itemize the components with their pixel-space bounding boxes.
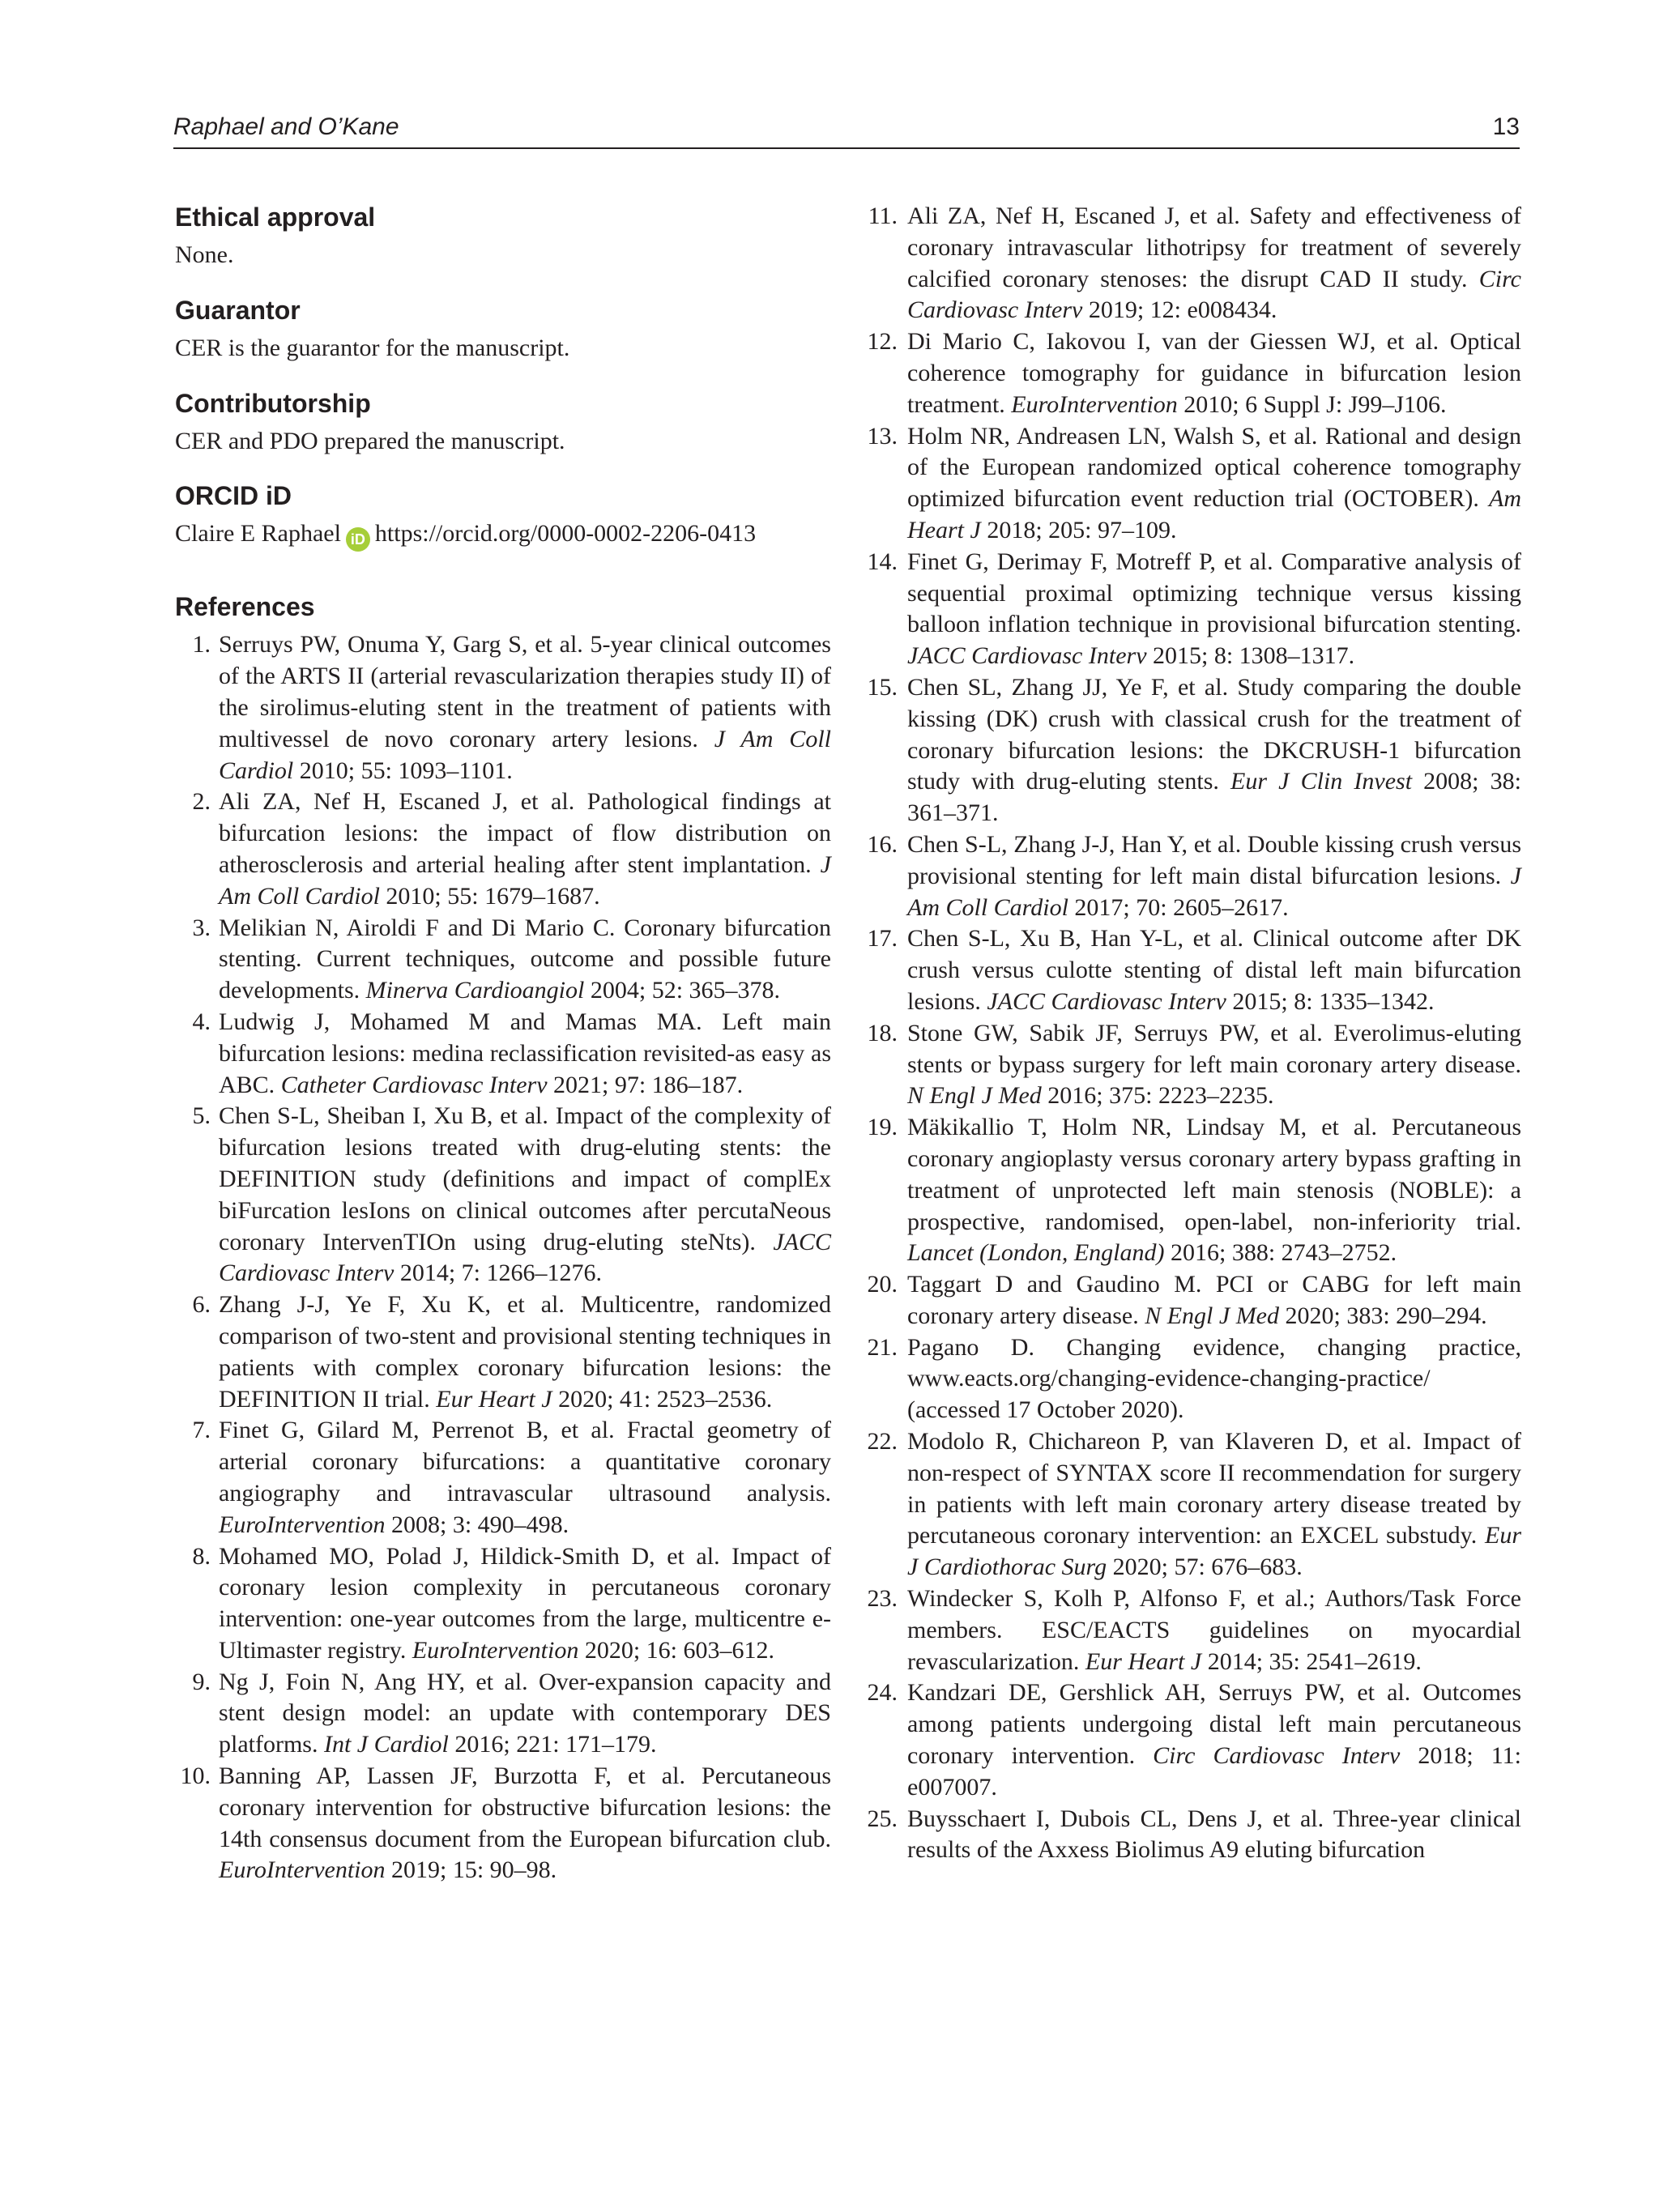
reference-text: Modolo R, Chichareon P, van Klaveren D, et al. Impact of non-respect of SYNTAX score II recommendation for surgery in patients with left main coronary artery disease treated by percutaneous coronary intervention: an EXCEL substudy. [907, 1428, 1521, 1549]
reference-citation: 2019; 15: 90–98. [385, 1856, 557, 1884]
reference-number: 15. [867, 673, 898, 701]
reference-number: 8. [192, 1542, 211, 1570]
reference-number: 6. [192, 1291, 211, 1319]
references-heading: References [175, 592, 315, 622]
reference-citation: 2020; 16: 603–612. [578, 1636, 775, 1664]
reference-citation: 2008; 3: 490–498. [385, 1511, 569, 1538]
right-column [862, 201, 1521, 1866]
reference-text: Melikian N, Airoldi F and Di Mario C. Coronary bifurcation stenting. Current techniques, outcome and possible future developments. [219, 914, 831, 1004]
reference-text: Chen S-L, Xu B, Han Y-L, et al. Clinical outcome after DK crush versus culotte stenting of distal left main bifurcation lesions. [907, 925, 1521, 1015]
orcid-line [175, 518, 831, 552]
reference-citation: 2008; 38: 361–371. [907, 768, 1521, 827]
reference-citation: 2010; 55: 1093–1101. [293, 757, 513, 784]
reference-number: 25. [867, 1805, 898, 1832]
reference-text: Chen SL, Zhang JJ, Ye F, et al. Study comparing the double kissing (DK) crush with classical crush for the treatment of coronary bifurcation lesions: the DKCRUSH-1 bifurcation study with drug-eluting stents. [907, 673, 1521, 795]
reference-journal: JACC Cardiovasc Interv [907, 642, 1147, 670]
reference-journal: Circ Cardiovasc Interv [907, 265, 1521, 324]
reference-journal: EuroIntervention [219, 1856, 386, 1884]
reference-journal: Eur Heart J [436, 1385, 552, 1413]
reference-citation: 2020; 57: 676–683. [1107, 1554, 1303, 1581]
reference-number: 4. [192, 1008, 211, 1035]
reference-number: 10. [180, 1762, 211, 1790]
reference-journal: Am Heart J [907, 485, 1521, 543]
reference-number: 5. [192, 1102, 211, 1130]
reference-text: Banning AP, Lassen JF, Burzotta F, et al. Percutaneous coronary intervention for obstructive bifurcation lesions: the 14th consensus document from the European bifurcation club. [219, 1762, 831, 1852]
reference-number: 9. [192, 1668, 211, 1695]
reference-citation: 2017; 70: 2605–2617. [1068, 893, 1289, 921]
reference-citation: 2016; 388: 2743–2752. [1164, 1239, 1397, 1267]
reference-item [862, 547, 1521, 672]
reference-journal: Minerva Cardioangiol [365, 977, 585, 1004]
reference-citation: 2010; 6 Suppl J: J99–J106. [1177, 390, 1447, 418]
reference-text: Serruys PW, Onuma Y, Garg S, et al. 5-year clinical outcomes of the ARTS II (arterial revascularization therapies study II) of the sirolimus-eluting stent in the treatment of patients with multivessel de novo coronary artery lesions. [219, 631, 831, 752]
orcid-heading: ORCID iD [175, 481, 292, 511]
reference-citation: 2015; 8: 1308–1317. [1146, 642, 1355, 670]
reference-number: 22. [867, 1428, 898, 1455]
reference-citation: 2018; 11: e007007. [907, 1742, 1521, 1801]
reference-journal: J Am Coll Cardiol [219, 850, 831, 910]
reference-text: Chen S-L, Sheiban I, Xu B, et al. Impact of the complexity of bifurcation lesions treated with drug-eluting stents: the DEFINITION study (definitions and impact of complEx biFurcation lesIons on clinical outcomes after percutaNeous coronary IntervenTIOn using drug-eluting steNts). [219, 1102, 831, 1255]
reference-text: Finet G, Gilard M, Perrenot B, et al. Fractal geometry of arterial coronary bifurcations: a quantitative coronary angiography and intravascular ultrasound analysis. [219, 1417, 831, 1507]
guarantor-section [175, 294, 831, 364]
reference-journal: EuroIntervention [1011, 390, 1178, 418]
reference-item [175, 1007, 831, 1101]
reference-text: Finet G, Derimay F, Motreff P, et al. Comparative analysis of sequential proximal optimizing technique versus kissing balloon inflation technique in provisional bifurcation stenting. [907, 548, 1521, 638]
reference-journal: J Am Coll Cardiol [907, 862, 1521, 921]
reference-citation: 2020; 383: 290–294. [1279, 1302, 1487, 1329]
reference-list-right [862, 201, 1521, 1866]
reference-text: Ali ZA, Nef H, Escaned J, et al. Safety and effectiveness of coronary intravascular lithotripsy for treatment of severely calcified coronary stenoses: the disrupt CAD II study. [907, 202, 1521, 292]
reference-item [862, 1426, 1521, 1583]
reference-journal: JACC Cardiovasc Interv [987, 987, 1226, 1015]
reference-number: 18. [867, 1019, 898, 1046]
ethical-approval-section [175, 201, 831, 271]
reference-number: 20. [867, 1271, 898, 1298]
reference-journal: Int J Cardiol [323, 1731, 449, 1758]
reference-item [862, 1332, 1521, 1426]
ethical-approval-text: None. [175, 241, 234, 268]
reference-text: Ali ZA, Nef H, Escaned J, et al. Pathological findings at bifurcation lesions: the impact of flow distribution on atherosclerosis and arterial healing after stent implantation. [219, 788, 831, 878]
reference-item [862, 923, 1521, 1017]
reference-citation: 2018; 205: 97–109. [980, 516, 1177, 543]
reference-number: 1. [192, 631, 211, 658]
reference-list-left [175, 629, 831, 1886]
reference-citation: 2015; 8: 1335–1342. [1226, 987, 1435, 1015]
reference-journal: J Am Coll Cardiol [219, 725, 831, 784]
reference-text: Mäkikallio T, Holm NR, Lindsay M, et al. Percutaneous coronary angioplasty versus coronary artery bypass grafting in treatment of unprotected left main stenosis (NOBLE): a prospective, randomised, open-label, non-inferiority trial. [907, 1114, 1521, 1235]
reference-item [862, 1804, 1521, 1867]
guarantor-text: CER is the guarantor for the manuscript. [175, 334, 570, 361]
contributorship-text: CER and PDO prepared the manuscript. [175, 427, 565, 454]
reference-journal: Eur J Cardiothorac Surg [907, 1522, 1521, 1581]
contributorship-section [175, 387, 831, 458]
reference-item [862, 672, 1521, 829]
reference-item [175, 629, 831, 786]
reference-item [175, 1289, 831, 1415]
reference-citation: 2014; 35: 2541–2619. [1201, 1647, 1422, 1675]
reference-number: 23. [867, 1585, 898, 1613]
reference-number: 2. [192, 788, 211, 816]
reference-item [862, 829, 1521, 923]
reference-number: 19. [867, 1114, 898, 1141]
reference-citation: 2004; 52: 365–378. [584, 977, 781, 1004]
reference-text: Zhang J-J, Ye F, Xu K, et al. Multicentre, randomized comparison of two-stent and provisional stenting techniques in patients with complex coronary bifurcation lesions: the DEFINITION II trial. [219, 1291, 831, 1413]
reference-number: 12. [867, 328, 898, 356]
reference-item [862, 1583, 1521, 1677]
reference-journal: Eur J Clin Invest [1230, 768, 1413, 795]
reference-number: 7. [192, 1417, 211, 1444]
reference-journal: JACC Cardiovasc Interv [219, 1228, 831, 1287]
reference-citation: 2020; 41: 2523–2536. [552, 1385, 773, 1413]
reference-number: 11. [868, 202, 898, 229]
reference-text: Pagano D. Changing evidence, changing practice, www.eacts.org/changing-evidence-changing-practice/ (accessed 17 October 2020). [907, 1333, 1521, 1424]
reference-citation: 2021; 97: 186–187. [547, 1071, 744, 1098]
reference-item [175, 786, 831, 912]
orcid-icon: iD [346, 527, 370, 552]
orcid-author-name: Claire E Raphael [175, 520, 341, 548]
reference-item [175, 1761, 831, 1886]
reference-text: Windecker S, Kolh P, Alfonso F, et al.; Authors/Task Force members. ESC/EACTS guidelines on myocardial revascularization. [907, 1585, 1521, 1675]
reference-number: 3. [192, 914, 211, 941]
reference-text: Ludwig J, Mohamed M and Mamas MA. Left main bifurcation lesions: medina reclassification revisited-as easy as ABC. [219, 1008, 831, 1098]
reference-journal: EuroIntervention [219, 1511, 386, 1538]
reference-number: 21. [867, 1333, 898, 1361]
reference-journal: EuroIntervention [412, 1636, 579, 1664]
reference-citation: 2019; 12: e008434. [1082, 296, 1277, 324]
orcid-section [175, 479, 831, 552]
references-section [175, 590, 831, 623]
reference-journal: Circ Cardiovasc Interv [1153, 1742, 1401, 1770]
reference-citation: 2014; 7: 1266–1276. [394, 1259, 603, 1287]
reference-citation: 2016; 221: 171–179. [448, 1731, 657, 1758]
ethical-approval-heading: Ethical approval [175, 202, 376, 232]
reference-item [862, 1112, 1521, 1269]
reference-number: 14. [867, 548, 898, 575]
reference-citation: 2016; 375: 2223–2235. [1041, 1082, 1274, 1110]
orcid-link[interactable]: https://orcid.org/0000-0002-2206-0413 [374, 520, 757, 548]
reference-number: 16. [867, 830, 898, 858]
reference-number: 24. [867, 1679, 898, 1707]
reference-text: Taggart D and Gaudino M. PCI or CABG for left main coronary artery disease. [907, 1271, 1521, 1329]
reference-citation: 2010; 55: 1679–1687. [379, 882, 600, 910]
reference-item [862, 1018, 1521, 1112]
reference-item [862, 201, 1521, 326]
reference-text: Di Mario C, Iakovou I, van der Giessen WJ, et al. Optical coherence tomography for guidance in bifurcation lesion treatment. [907, 328, 1521, 418]
reference-text: Chen S-L, Zhang J-J, Han Y, et al. Double kissing crush versus provisional stenting for left main distal bifurcation lesions. [907, 830, 1521, 889]
reference-item [862, 1677, 1521, 1803]
reference-journal: Eur Heart J [1085, 1647, 1202, 1675]
reference-item [175, 1415, 831, 1541]
reference-item [175, 1541, 831, 1667]
reference-text: Mohamed MO, Polad J, Hildick-Smith D, et al. Impact of coronary lesion complexity in percutaneous coronary intervention: one-year outcomes from the large, multicentre e-Ultimaster registry. [219, 1542, 831, 1664]
left-column [175, 201, 831, 1886]
reference-item [862, 1269, 1521, 1332]
reference-number: 13. [867, 422, 898, 450]
reference-item [175, 913, 831, 1007]
reference-text: Holm NR, Andreasen LN, Walsh S, et al. Rational and design of the European randomized optical coherence tomography optimized bifurcation event reduction trial (OCTOBER). [907, 422, 1521, 513]
guarantor-heading: Guarantor [175, 295, 301, 325]
reference-item [862, 326, 1521, 420]
reference-journal: Lancet (London, England) [907, 1239, 1165, 1267]
reference-text: Ng J, Foin N, Ang HY, et al. Over-expansion capacity and stent design model: an update with contemporary DES platforms. [219, 1668, 831, 1758]
reference-item [862, 421, 1521, 547]
reference-journal: N Engl J Med [1145, 1302, 1279, 1329]
reference-journal: N Engl J Med [907, 1082, 1042, 1110]
page-header [173, 107, 1520, 149]
page-number: 13 [1492, 113, 1520, 140]
reference-item [175, 1101, 831, 1289]
reference-text: Buysschaert I, Dubois CL, Dens J, et al. Three-year clinical results of the Axxess Biolimus A9 eluting bifurcation [907, 1805, 1521, 1864]
reference-text: Stone GW, Sabik JF, Serruys PW, et al. Everolimus-eluting stents or bypass surgery for left main coronary artery disease. [907, 1019, 1521, 1078]
reference-item [175, 1667, 831, 1761]
reference-text: Kandzari DE, Gershlick AH, Serruys PW, et al. Outcomes among patients undergoing distal left main percutaneous coronary intervention. [907, 1679, 1521, 1770]
running-head: Raphael and O’Kane [173, 113, 399, 140]
reference-journal: Catheter Cardiovasc Interv [280, 1071, 548, 1098]
contributorship-heading: Contributorship [175, 388, 371, 418]
reference-number: 17. [867, 925, 898, 953]
